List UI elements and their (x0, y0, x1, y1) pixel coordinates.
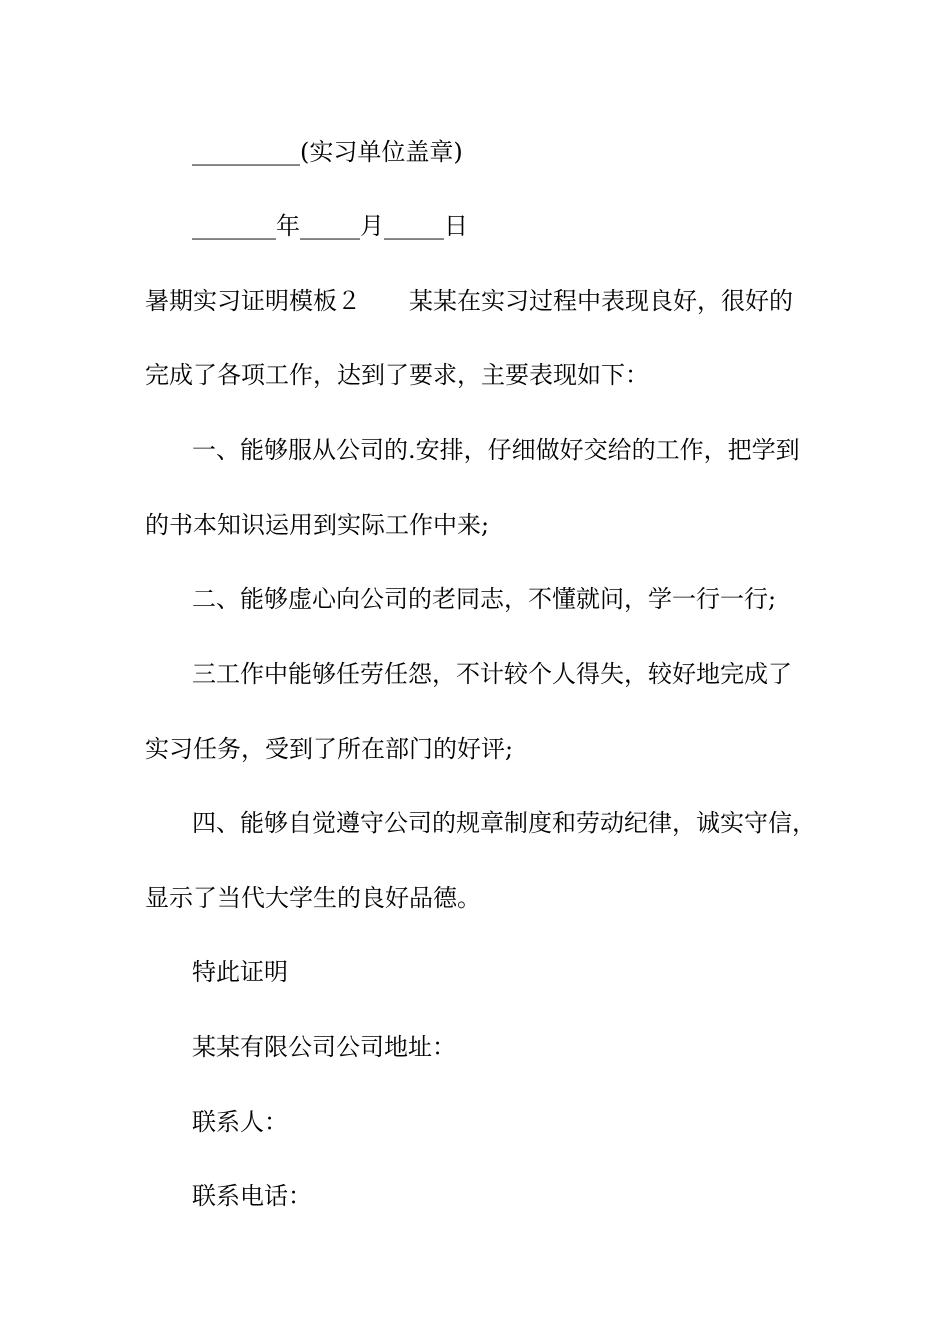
contact-phone-line: 联系电话： (192, 1182, 312, 1210)
paragraph-line: 的书本知识运用到实际工作中来; (145, 511, 490, 539)
paragraph-line: 完成了各项工作，达到了要求，主要表现如下： (145, 361, 649, 389)
item-one-line: 一、能够服从公司的.安排，仔细做好交给的工作，把学到 (192, 436, 800, 464)
item-two-line: 二、能够虚心向公司的老同志，不懂就问，学一行一行; (192, 585, 777, 613)
title-paragraph-line: 暑期实习证明模板２ 某某在实习过程中表现良好，很好的 (145, 287, 793, 315)
seal-line: _________(实习单位盖章) (192, 138, 463, 166)
certification-line: 特此证明 (192, 958, 288, 986)
paragraph-line: 实习任务，受到了所在部门的好评; (145, 735, 514, 763)
contact-person-line: 联系人： (192, 1108, 288, 1136)
company-address-line: 某某有限公司公司地址： (192, 1033, 456, 1061)
paragraph-line: 显示了当代大学生的良好品德。 (145, 884, 481, 912)
date-line: _______年_____月_____日 (192, 212, 468, 240)
item-four-line: 四、能够自觉遵守公司的规章制度和劳动纪律，诚实守信， (192, 809, 816, 837)
item-three-line: 三工作中能够任劳任怨，不计较个人得失，较好地完成了 (192, 660, 792, 688)
